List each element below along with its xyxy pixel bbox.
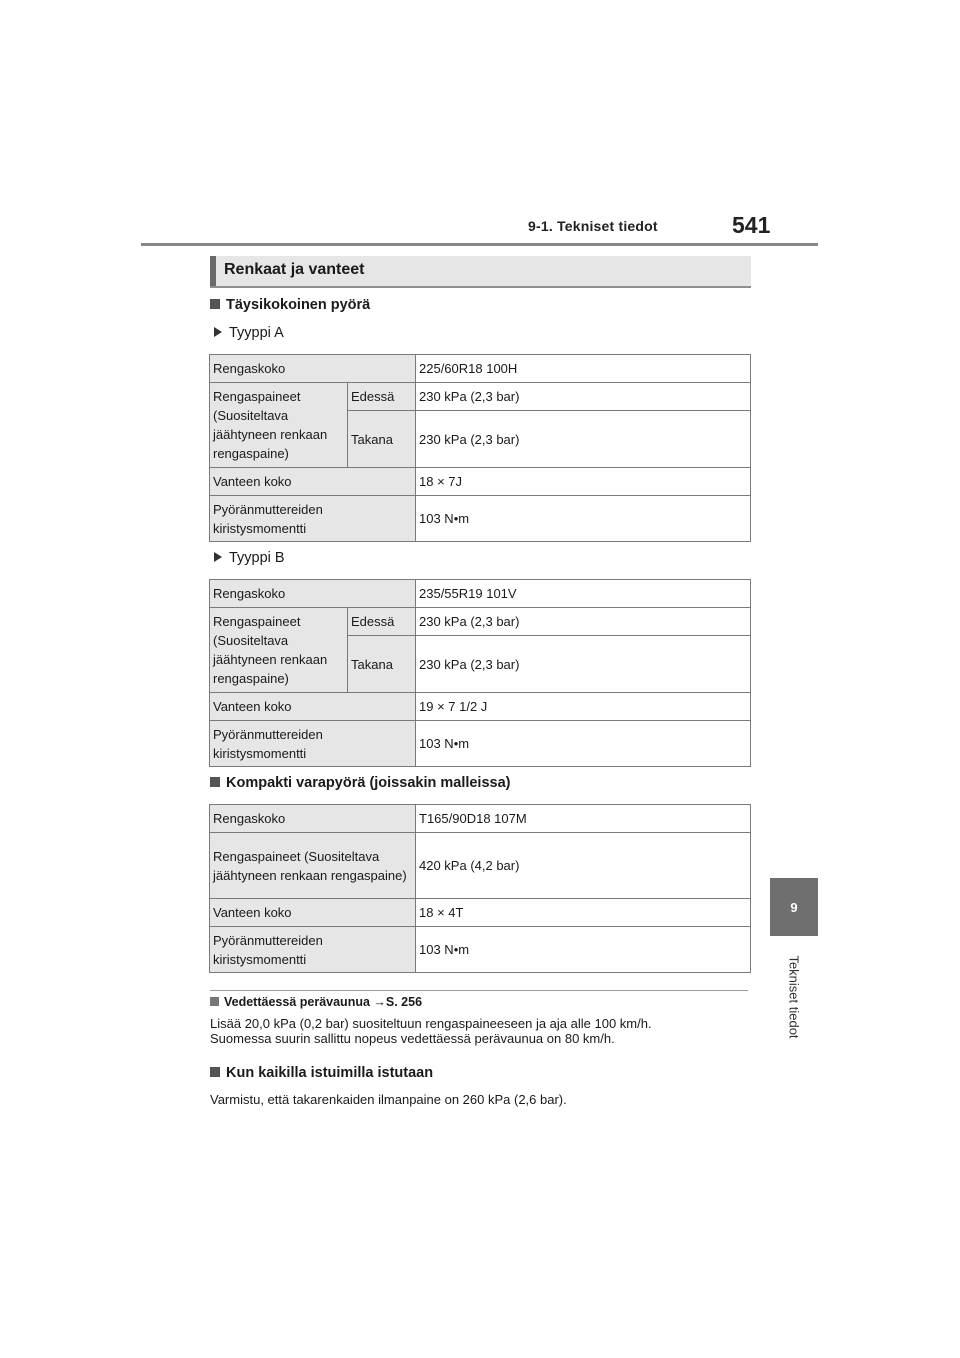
table-row (210, 608, 751, 636)
rim-size-label: Vanteen koko (210, 899, 416, 927)
type-b-heading (214, 550, 285, 566)
tire-size-label: Rengaskoko (210, 805, 416, 833)
rear-pressure-value: 230 kPa (2,3 bar) (416, 411, 751, 468)
chapter-tab (770, 878, 818, 936)
page-number: 541 (732, 212, 771, 238)
front-label: Edessä (348, 608, 416, 636)
heading-accent (210, 256, 216, 286)
full-size-heading-text: Täysikokoinen pyörä (226, 297, 371, 313)
triangle-bullet-icon (214, 552, 222, 562)
table-row (210, 805, 751, 833)
tire-size-label: Rengaskoko (210, 355, 416, 383)
towing-note-line-1: Lisää 20,0 kPa (0,2 bar) suositeltuun rengaspaineeseen ja aja alle 100 km/h. (210, 1016, 652, 1031)
notes-divider (210, 990, 748, 991)
rim-size-label: Vanteen koko (210, 468, 416, 496)
front-label: Edessä (348, 383, 416, 411)
section-heading: Renkaat ja vanteet (224, 261, 365, 278)
seats-heading-text: Kun kaikilla istuimilla istutaan (226, 1065, 434, 1081)
table-row (210, 468, 751, 496)
table-row (210, 496, 751, 542)
pressure-label: Rengaspaineet (Suositeltava jäähtyneen renkaan rengaspaine) (210, 383, 348, 468)
type-b-heading-text: Tyyppi B (229, 550, 285, 566)
pressure-label: Rengaspaineet (Suositeltava jäähtyneen renkaan rengaspaine) (210, 608, 348, 693)
torque-value: 103 N•m (416, 927, 751, 973)
section-heading-bar (210, 256, 751, 288)
torque-value: 103 N•m (416, 721, 751, 767)
torque-label: Pyöränmuttereiden kiristysmomentti (210, 927, 416, 973)
towing-note-line-2: Suomessa suurin sallittu nopeus vedettäessä perävaunua on 80 km/h. (210, 1031, 615, 1046)
rim-size-value: 18 × 7J (416, 468, 751, 496)
pressure-value: 420 kPa (4,2 bar) (416, 833, 751, 899)
front-pressure-value: 230 kPa (2,3 bar) (416, 383, 751, 411)
full-size-heading (210, 297, 370, 313)
type-a-heading-text: Tyyppi A (229, 325, 284, 341)
square-bullet-icon (210, 1067, 220, 1077)
tire-size-label: Rengaskoko (210, 580, 416, 608)
chapter-label-text: Tekniset tiedot (786, 955, 802, 1039)
compact-spec-table (209, 804, 751, 973)
towing-note-heading (210, 995, 422, 1009)
torque-label: Pyöränmuttereiden kiristysmomentti (210, 496, 416, 542)
square-bullet-icon (210, 997, 219, 1006)
compact-heading-text: Kompakti varapyörä (joissakin malleissa) (226, 775, 511, 791)
compact-heading (210, 775, 511, 791)
type-a-heading (214, 325, 284, 341)
seats-note-text: Varmistu, että takarenkaiden ilmanpaine on 260 kPa (2,6 bar). (210, 1092, 567, 1107)
torque-value: 103 N•m (416, 496, 751, 542)
rear-label: Takana (348, 411, 416, 468)
section-title: 9-1. Tekniset tiedot (528, 218, 658, 234)
square-bullet-icon (210, 777, 220, 787)
table-row (210, 927, 751, 973)
header-rule (141, 243, 818, 246)
rim-size-label: Vanteen koko (210, 693, 416, 721)
square-bullet-icon (210, 299, 220, 309)
pressure-label: Rengaspaineet (Suositeltava jäähtyneen renkaan rengaspaine) (210, 833, 416, 899)
table-row (210, 383, 751, 411)
table-row (210, 355, 751, 383)
type-a-spec-table (209, 354, 751, 542)
table-row (210, 899, 751, 927)
chapter-number: 9 (790, 899, 798, 915)
towing-note-heading-text: Vedettäessä perävaunua →S. 256 (224, 995, 423, 1009)
tire-size-value: 235/55R19 101V (416, 580, 751, 608)
front-pressure-value: 230 kPa (2,3 bar) (416, 608, 751, 636)
table-row (210, 693, 751, 721)
triangle-bullet-icon (214, 327, 222, 337)
rear-pressure-value: 230 kPa (2,3 bar) (416, 636, 751, 693)
seats-heading (210, 1065, 433, 1081)
rear-label: Takana (348, 636, 416, 693)
tire-size-value: T165/90D18 107M (416, 805, 751, 833)
type-b-spec-table (209, 579, 751, 767)
rim-size-value: 18 × 4T (416, 899, 751, 927)
table-row (210, 721, 751, 767)
rim-size-value: 19 × 7 1/2 J (416, 693, 751, 721)
torque-label: Pyöränmuttereiden kiristysmomentti (210, 721, 416, 767)
table-row (210, 580, 751, 608)
table-row (210, 833, 751, 899)
towing-note-text (210, 1016, 750, 1046)
tire-size-value: 225/60R18 100H (416, 355, 751, 383)
chapter-label (780, 942, 808, 1052)
